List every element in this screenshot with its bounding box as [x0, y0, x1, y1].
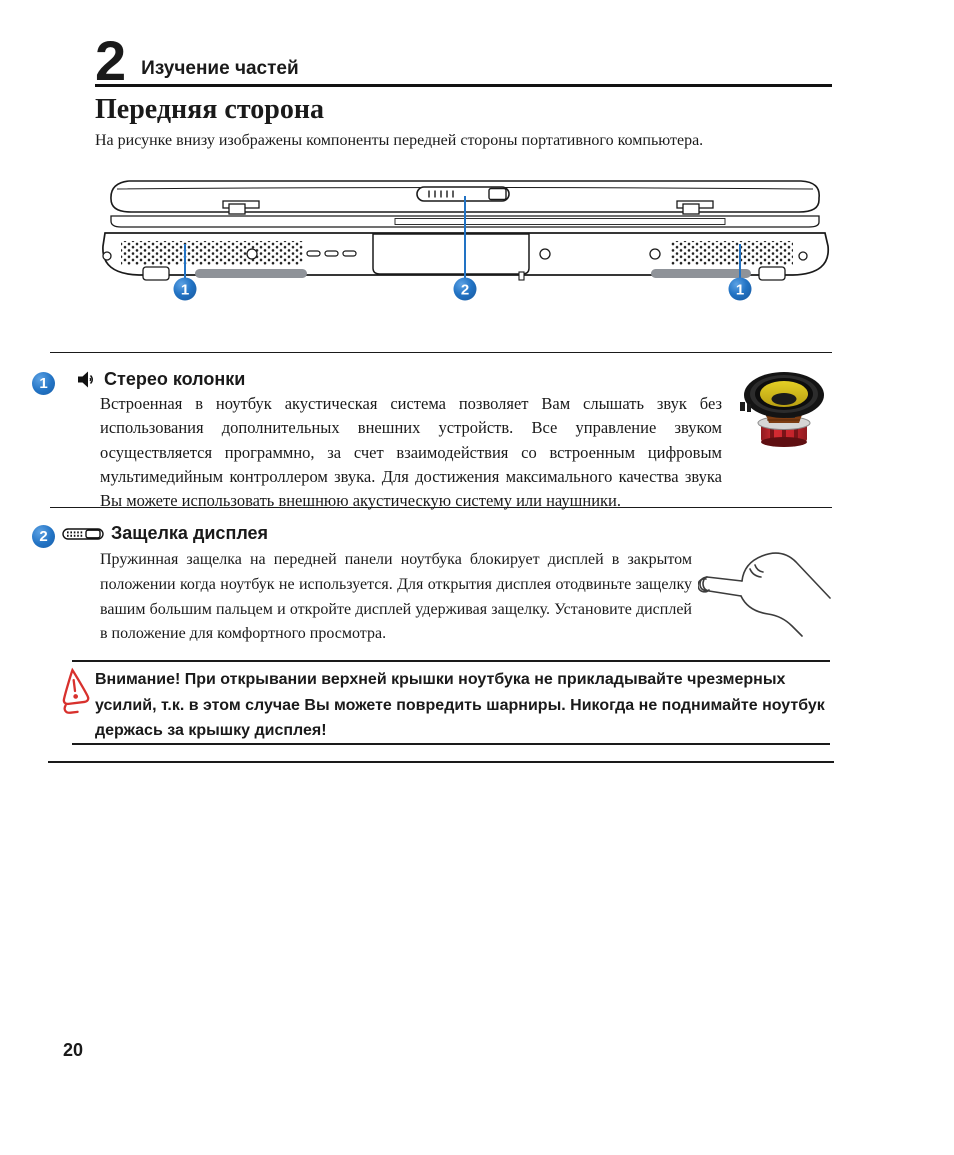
hand-latch-drawing	[698, 532, 850, 650]
hand-illustration	[698, 532, 850, 650]
subwoofer-illustration	[732, 366, 834, 454]
section-2-badge: 2	[32, 525, 55, 548]
warning-top-border	[72, 660, 830, 662]
page-number: 20	[63, 1040, 84, 1060]
section-1-heading	[76, 369, 245, 390]
callout-2-center: 2	[460, 281, 470, 299]
warning-bottom-border	[72, 743, 830, 745]
closing-divider	[48, 761, 834, 763]
callout-1-left: 1	[180, 281, 190, 299]
callout-1-right: 1	[735, 281, 745, 299]
speaker-icon	[76, 370, 97, 389]
speaker-photo	[732, 366, 834, 454]
section-1-badge: 1	[32, 372, 55, 395]
laptop-front-drawing	[95, 172, 835, 304]
figure-callouts	[174, 278, 752, 301]
section-2-heading	[62, 523, 268, 544]
warning-icon	[58, 665, 92, 715]
section-2-title: Защелка дисплея	[111, 523, 269, 543]
chapter-title: Изучение частей	[141, 58, 299, 79]
warning-text: Внимание! При открывании верхней крышки ноутбука не прикладывайте чрезмерных усилий, т.к. в этом случае Вы можете повредить шарниры. Никогда не поднимайте ноутбук держась за крышку дисплея!	[95, 671, 825, 740]
laptop-front-figure	[95, 172, 835, 304]
divider	[50, 352, 832, 353]
chapter-header	[95, 29, 832, 93]
page-title: Передняя сторона	[95, 94, 324, 125]
latch-icon	[62, 527, 104, 541]
intro-paragraph: На рисунке внизу изображены компоненты передней стороны портативного компьютера.	[95, 132, 704, 149]
section-2-body: Пружинная защелка на передней панели ноутбука блокирует дисплей в закрытом положении когда ноутбук не используется. Для открытия дисплея отодвиньте защелку вашим большим пальцем и откройте дисплей удерживая защелку. Установите дисплей в положение для комфортного просмотра.	[100, 551, 692, 643]
chapter-number: 2	[95, 29, 126, 93]
alert-triangle-icon	[58, 665, 92, 715]
section-1-body: Встроенная в ноутбук акустическая система позволяет Вам слышать звук без использования дополнительных внешних устройств. Все управление звуком осуществляется программно, за счет взаимодействия со встроенным цифровым мультимедийным контроллером звука. Для достижения максимального качества звука Вы можете использовать внешнюю акустическую систему или наушники.	[100, 394, 722, 510]
section-1-title: Стерео колонки	[104, 369, 246, 389]
